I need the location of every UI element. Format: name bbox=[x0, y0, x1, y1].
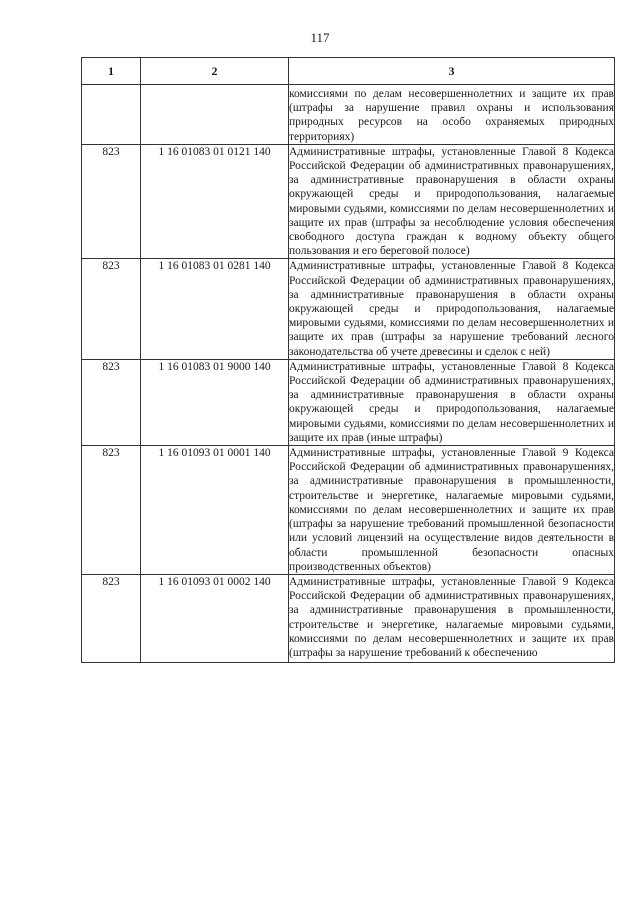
kbk-code-cell: 1 16 01093 01 0002 140 bbox=[141, 574, 289, 662]
description-cell bbox=[289, 85, 615, 145]
table-header-row bbox=[82, 58, 615, 85]
description-text: Административные штрафы, установленные Главой 9 Кодекса Российской Федерации об административных правонарушениях, за административные правонарушения в промышленности, строительстве и энергетике, налагаемые мировыми судьями, комиссиями по делам несовершеннолетних и защите их прав (штрафы за нарушение требований к обеспечению bbox=[289, 575, 614, 659]
admin-code-cell: 823 bbox=[82, 359, 141, 445]
description-cell bbox=[289, 574, 615, 662]
kbk-code-cell: 1 16 01083 01 0121 140 bbox=[141, 144, 289, 259]
kbk-code-cell: 1 16 01093 01 0001 140 bbox=[141, 446, 289, 575]
description-cell bbox=[289, 144, 615, 259]
table-row bbox=[82, 574, 615, 662]
table-row bbox=[82, 85, 615, 145]
table-row bbox=[82, 259, 615, 359]
kbk-code-cell bbox=[141, 85, 289, 145]
description-text: Административные штрафы, установленные Главой 9 Кодекса Российской Федерации об административных правонарушениях, за административные правонарушения в промышленности, строительстве и энергетике, налагаемые мировыми судьями, комиссиями по делам несовершеннолетних и защите их прав (штрафы за нарушение требований промышленной безопасности или условий лицензий на осуществление видов деятельности в области промышленной безопасности опасных производственных объектов) bbox=[289, 447, 614, 573]
table-row bbox=[82, 144, 615, 259]
admin-code-cell bbox=[82, 85, 141, 145]
column-header-1: 1 bbox=[82, 58, 141, 85]
admin-code-cell: 823 bbox=[82, 144, 141, 259]
column-header-2: 2 bbox=[141, 58, 289, 85]
table-row bbox=[82, 446, 615, 575]
admin-code-cell: 823 bbox=[82, 574, 141, 662]
kbk-code-cell: 1 16 01083 01 0281 140 bbox=[141, 259, 289, 359]
description-text: Административные штрафы, установленные Главой 8 Кодекса Российской Федерации об административных правонарушениях, за административные правонарушения в области охраны окружающей среды и природопользования, налагаемые мировыми судьями, комиссиями по делам несовершеннолетних и защите их прав (штрафы за нарушение требований лесного законодательства об учете древесины и сделок с ней) bbox=[289, 260, 614, 358]
admin-code-cell: 823 bbox=[82, 259, 141, 359]
description-cell bbox=[289, 259, 615, 359]
description-text: комиссиями по делам несовершеннолетних и защите их прав (штрафы за нарушение правил охраны и использования природных ресурсов на особо охраняемых природных территориях) bbox=[289, 88, 614, 143]
description-cell bbox=[289, 446, 615, 575]
kbk-code-cell: 1 16 01083 01 9000 140 bbox=[141, 359, 289, 445]
budget-classification-table bbox=[81, 57, 615, 663]
description-text: Административные штрафы, установленные Главой 8 Кодекса Российской Федерации об административных правонарушениях, за административные правонарушения в области охраны окружающей среды и природопользования, налагаемые мировыми судьями, комиссиями по делам несовершеннолетних и защите их прав (иные штрафы) bbox=[289, 360, 614, 444]
page-number: 117 bbox=[310, 30, 330, 45]
description-text: Административные штрафы, установленные Главой 8 Кодекса Российской Федерации об административных правонарушениях, за административные правонарушения в области охраны окружающей среды и природопользования, налагаемые мировыми судьями, комиссиями по делам несовершеннолетних и защите их прав (штрафы за несоблюдение условия обеспечения свободного доступа граждан к водному объекту общего пользования и его береговой полосе) bbox=[289, 145, 614, 258]
table-row bbox=[82, 359, 615, 445]
column-header-3: 3 bbox=[289, 58, 615, 85]
description-cell bbox=[289, 359, 615, 445]
admin-code-cell: 823 bbox=[82, 446, 141, 575]
